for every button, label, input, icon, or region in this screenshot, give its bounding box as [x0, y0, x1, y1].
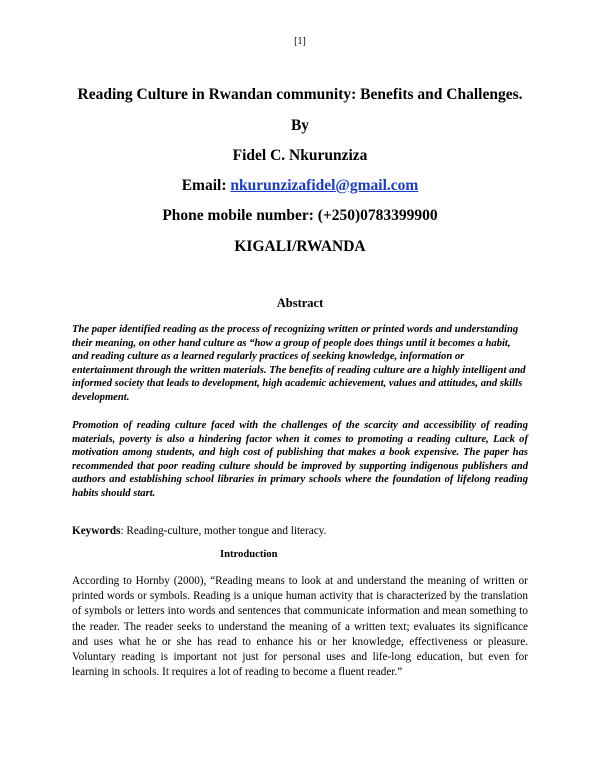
- location-line: KIGALI/RWANDA: [234, 238, 366, 255]
- email-label: Email:: [181, 177, 231, 194]
- phone-line: Phone mobile number: (+250)0783399900: [162, 207, 438, 224]
- paper-title: Reading Culture in Rwandan community: Benefits and Challenges.: [77, 86, 523, 103]
- author-name: Fidel C. Nkurunziza: [232, 147, 368, 164]
- keywords-text: : Reading-culture, mother tongue and literacy.: [120, 525, 327, 537]
- email-line: [0, 177, 600, 195]
- abstract-paragraph-2: Promotion of reading culture faced with the challenges of the scarcity and accessibility of reading materials, poverty is also a hindering factor when it comes to promoting a reading culture, Lack of motivation among students, and high cost of publishing that makes a book expensive. The paper has recommended that poor reading culture should be improved by supporting indigenous publishers and authors and establishing school libraries in primary schools where the foundation of lifelong reading habits should start.: [72, 420, 528, 499]
- keywords-line: [72, 525, 528, 539]
- keywords-label: Keywords: [72, 525, 121, 537]
- by-line: By: [290, 117, 310, 134]
- page-number: [1]: [294, 36, 306, 47]
- introduction-heading: Introduction: [220, 549, 278, 560]
- abstract-paragraph-1: The paper identified reading as the process of recognizing written or printed words and understanding their meaning, on other hand culture as “how a group of people does things until it becomes a habit, and reading culture as a learned regularly practices of seeking knowledge, information or entertainment through the written materials. The benefits of reading culture are a highly intelligent and informed society that leads to development, high academic achievement, values and attitudes, and skills development.: [72, 324, 526, 403]
- email-link[interactable]: nkurunzizafidel@gmail.com: [230, 177, 419, 194]
- abstract-heading: Abstract: [276, 296, 324, 310]
- introduction-body: According to Hornby (2000), “Reading means to look at and understand the meaning of written or printed words or symbols. Reading is a unique human activity that is characterized by the translation of symbols or letters into words and sentences that communicate information and mean something to the reader. The reader seeks to understand the meaning of a written text; evaluates its significance and uses what he or she has read to enhance his or her knowledge, effectiveness or pleasure. Voluntary reading is important not just for personal uses and life-long education, but even for learning in schools. It requires a lot of reading to become a fluent reader.”: [72, 575, 528, 679]
